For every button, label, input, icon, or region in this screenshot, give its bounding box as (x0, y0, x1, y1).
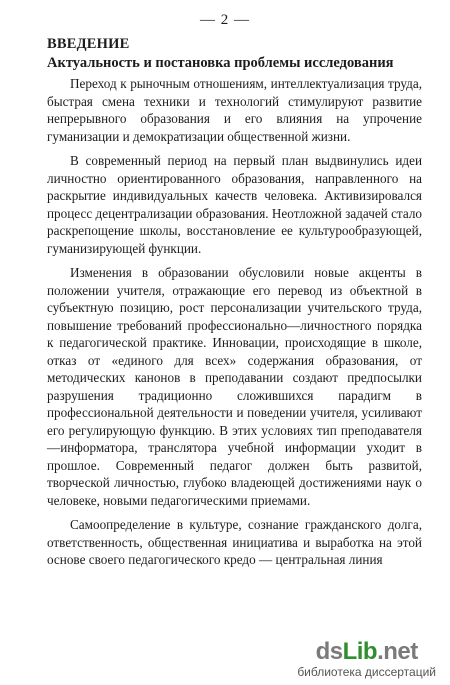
paragraph: Самоопределение в культуре, сознание гражданского долга, ответственность, общественная инициатива и выработка на этой основе своего педагогического кредо — центральная линия (47, 517, 422, 567)
watermark-logo-net: .net (377, 638, 418, 665)
watermark (297, 639, 436, 679)
paragraph: Переход к рыночным отношениям, интеллектуализация труда, быстрая смена техники и технологий стимулируют развитие непрерывного образования и его влияния на упрочение гуманизации и демократизации общественной жизни. (47, 76, 422, 144)
page-number: — 2 — (200, 12, 250, 28)
watermark-logo-lib: Lib (342, 638, 378, 665)
section-heading: ВВЕДЕНИЕ (47, 36, 130, 52)
paragraph: Изменения в образовании обусловили новые акценты в положении учителя, отражающие его перевод из объектной в субъектную позицию, рост персонализации учительского труда, повышение требований профессионально—личностного порядка к педагогической практике. Инновации, происходящие в школе, отказ от «единого для всех» содержания образования, от методических канонов в преподавании создают предпосылки разрушения традиционно сложившихся парадигм в профессиональной деятельности и поведении учителя, усиливают его регулирующую функцию. В этих условиях тип преподавателя—информатора, транслятора учебной информации уходит в прошлое. Современный педагог должен быть развитой, творческой личностью, глубоко владеющей достижениями наук о человеке, новыми педагогическими приемами. (47, 265, 422, 508)
paragraph: В современный период на первый план выдвинулись идеи личностно ориентированного образования, направленного на раскрытие индивидуальных качеств человека. Активизировался процесс децентрализации образования. Неотложной задачей стало раскрепощение школы, восстановление ее культурообразующей, гуманизирующей функции. (47, 153, 422, 256)
section-subheading: Актуальность и постановка проблемы исследования (47, 55, 394, 71)
body-text (47, 75, 422, 576)
watermark-logo (297, 639, 436, 665)
watermark-logo-ds: ds (315, 638, 343, 665)
watermark-caption: библиотека диссертаций (297, 665, 436, 679)
